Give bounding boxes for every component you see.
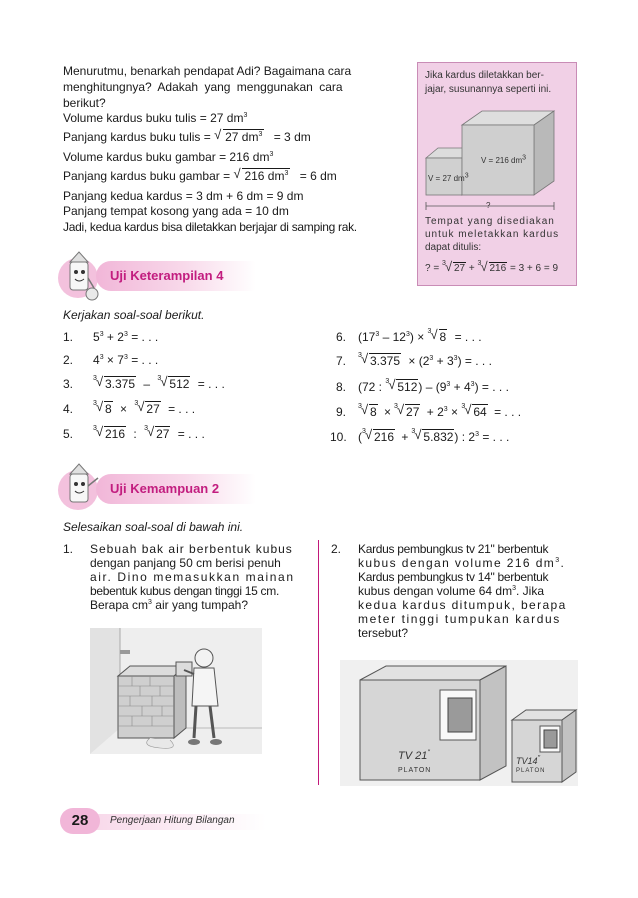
exercise-number: 1. [63,330,74,344]
exercise-7: 3 √ $3.375 \times (2^3 + 3^3)$ = . . . [358,351,492,368]
unknown-length-label: ? [486,201,491,210]
exercise-9: 3 √ 8 × 3 √ $27 + 2^3$ × 3 √ 64 = . . . [358,402,522,419]
tv21-brand: PLATON [398,767,432,774]
exercise-number: 3. [63,377,74,391]
exercise-number: 2. [63,353,74,367]
intro-empty-space: Panjang tempat kosong yang ada = 10 dm [63,204,289,218]
tv21-label: TV 21" [398,749,430,762]
exercise-5: 3 √ 216 : 3 √ 27 = . . . [93,424,205,441]
tv14-brand: PLATON [516,768,546,774]
info-box-line-1: Jika kardus diletakkan ber- [425,70,544,81]
water-tank-illustration [90,628,262,754]
exercise-number: 7. [336,354,347,368]
page-number: 28 [60,808,100,834]
exercise-10: ( 3 √ 216 + 3 √ 5.832) : $2^3$ = . . . [358,427,510,444]
intro-question-line-1: Menurutmu, benarkah pendapat Adi? Bagaimana cara [63,64,352,78]
info-box-line-4: untuk meletakkan kardus [425,229,560,240]
problem-1-text: Sebuah bak air berbentuk kubus dengan panjang 50 cm berisi penuh air. Dino memasukkan mainan bebentuk kubus dengan tinggi 15 cm. Berapa $cm^3$ air yang tumpah? [90,542,295,612]
sqrt-symbol: √ 216 $dm^3$ [233,166,289,183]
intro-conclusion: Jadi, kedua kardus bisa diletakkan berjajar di samping rak. [63,220,357,234]
exercise-number: 4. [63,402,74,416]
section-title-2: Uji Kemampuan 2 [110,481,220,496]
big-box-label: V = 216 $dm^3$ [481,154,527,165]
tv14-label: TV14" [516,755,541,766]
problem-number: 2. [331,542,342,556]
section-title-1: Uji Keterampilan 4 [110,268,224,283]
small-box-label: V = 27 $dm^3$ [428,172,469,183]
intro-question-line-3: berikut? [63,96,106,110]
problem-number: 1. [63,542,74,556]
exercise-1: $5^3 + 2^3$ = . . . [93,330,159,344]
intro-volume-small: Volume kardus buku tulis = 27 $dm^3$ [63,111,248,125]
intro-length-big: Panjang kardus buku gambar = √ 216 $dm^3 = 6$ dm [63,166,337,183]
info-box-line-5: dapat ditulis: [425,242,482,253]
exercise-4: 3 √ 8 × 3 √ 27 = . . . [93,399,196,416]
intro-question-line-2: menghitungnya? Adakah yang menggunakan cara [63,80,343,94]
info-box-formula: ? = 3 √ 27 + 3 √ 216 = 3 + 6 = 9 [425,259,559,274]
info-box [417,62,577,286]
column-divider [318,540,319,785]
exercise-number: 6. [336,330,347,344]
footer-title: Pengerjaan Hitung Bilangan [110,815,235,826]
intro-length-small: Panjang kardus buku tulis = √ 27 $dm^3 = 3$ dm [63,127,311,144]
exercise-2: $4^3 \times 7^3$ = . . . [93,353,159,367]
exercise-6: $(17^3 - 12^3)$ × 3 √ 8 = . . . [358,327,482,344]
exercise-number: 9. [336,405,347,419]
exercise-8: (72 : 3 √ $512) - (9^3 + 4^3)$ = . . . [358,377,509,394]
section-1-instruction: Kerjakan soal-soal berikut. [63,308,205,322]
intro-volume-big: Volume kardus buku gambar = 216 $dm^3$ [63,150,274,164]
intro-total-length: Panjang kedua kardus = 3 dm + 6 dm = 9 dm [63,189,304,203]
section-2-instruction: Selesaikan soal-soal di bawah ini. [63,520,244,534]
exercise-number: 8. [336,380,347,394]
exercise-number: 10. [330,430,347,444]
sqrt-symbol: √ 27 $dm^3$ [214,127,263,144]
info-box-line-3: Tempat yang disediakan [425,216,555,227]
problem-2-text: Kardus pembungkus tv 21" berbentuk kubus dengan volume 216 $dm^3$. Kardus pembungkus tv 14" berbentuk kubus dengan volume 64 $dm^3$. Jika kedua kardus ditumpuk, berapa meter tinggi tumpukan kardus tersebut? [358,542,567,640]
info-box-line-2: jajar, susunannya seperti ini. [425,84,552,95]
exercise-3: 3 √ 3.375 – 3 √ 512 = . . . [93,374,225,391]
exercise-number: 5. [63,427,74,441]
